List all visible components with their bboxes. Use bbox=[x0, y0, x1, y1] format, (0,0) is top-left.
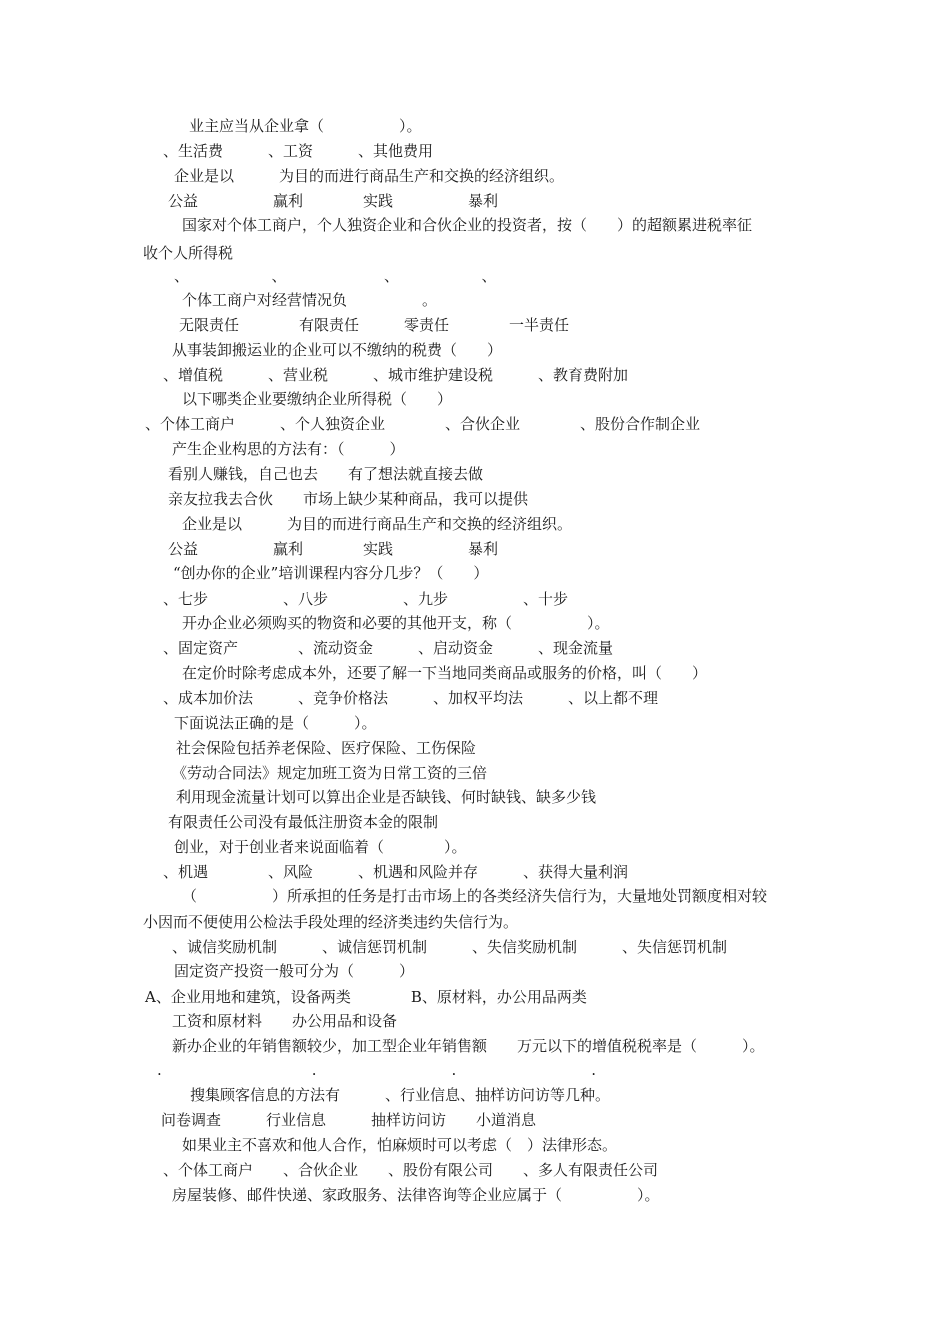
text-line: 以下哪类企业要缴纳企业所得税（ ） bbox=[182, 390, 453, 408]
text-line: 无限责任 有限责任 零责任 一半责任 bbox=[179, 316, 570, 334]
text-line: A、企业用地和建筑，设备两类 B、原材料，办公用品两类 bbox=[145, 988, 587, 1006]
text-line: 搜集顾客信息的方法有 、行业信息、抽样访问访等几种。 bbox=[190, 1086, 611, 1104]
text-line: 有限责任公司没有最低注册资本金的限制 bbox=[168, 813, 439, 831]
text-line: 企业是以 为目的而进行商品生产和交换的经济组织。 bbox=[182, 515, 573, 533]
text-line: 、七步 、八步 、九步 、十步 bbox=[163, 590, 569, 608]
text-line: 利用现金流量计划可以算出企业是否缺钱、何时缺钱、缺多少钱 bbox=[176, 788, 597, 806]
text-line: 开办企业必须购买的物资和必要的其他开支，称（ ）。 bbox=[182, 614, 610, 632]
text-line: 业主应当从企业拿（ ）。 bbox=[189, 117, 422, 135]
text-line: 问卷调查 行业信息 抽样访问访 小道消息 bbox=[161, 1111, 537, 1129]
text-line: 、诚信奖励机制 、诚信惩罚机制 、失信奖励机制 、失信惩罚机制 bbox=[172, 938, 728, 956]
text-line: 看别人赚钱，自己也去 有了想法就直接去做 bbox=[168, 465, 484, 483]
text-line: 从事装卸搬运业的企业可以不缴纳的税费（ ） bbox=[172, 341, 503, 359]
text-line: 收个人所得税 bbox=[143, 244, 234, 262]
text-line: 、个体工商户 、合伙企业 、股份有限公司 、多人有限责任公司 bbox=[163, 1161, 659, 1179]
text-line: 房屋装修、邮件快递、家政服务、法律咨询等企业应属于（ ）。 bbox=[172, 1186, 660, 1204]
text-line: 、 、 、 、 bbox=[174, 267, 497, 285]
text-line: 《劳动合同法》规定加班工资为日常工资的三倍 bbox=[172, 764, 488, 782]
text-line: （ ）所承担的任务是打击市场上的各类经济失信行为，大量地处罚额度相对较 bbox=[182, 887, 768, 905]
text-line: 公益 赢利 实践 暴利 bbox=[168, 192, 499, 210]
text-line: 个体工商户对经营情况负 。 bbox=[182, 291, 438, 309]
text-line: . . . . bbox=[157, 1061, 597, 1079]
text-line: “创办你的企业”培训课程内容分几步？（ ） bbox=[173, 564, 489, 582]
text-line: 创业，对于创业者来说面临着（ ）。 bbox=[174, 838, 467, 856]
text-line: 新办企业的年销售额较少，加工型企业年销售额 万元以下的增值税税率是（ ）。 bbox=[172, 1037, 765, 1055]
text-line: 、成本加价法 、竞争价格法 、加权平均法 、以上都不理 bbox=[163, 689, 659, 707]
text-line: 亲友拉我去合伙 市场上缺少某种商品，我可以提供 bbox=[168, 490, 529, 508]
text-line: 固定资产投资一般可分为（ ） bbox=[174, 962, 415, 980]
text-line: 公益 赢利 实践 暴利 bbox=[168, 540, 499, 558]
text-line: 、固定资产 、流动资金 、启动资金 、现金流量 bbox=[163, 639, 614, 657]
text-line: 、机遇 、风险 、机遇和风险并存 、获得大量利润 bbox=[163, 863, 629, 881]
text-line: 在定价时除考虑成本外，还要了解一下当地同类商品或服务的价格，叫（ ） bbox=[182, 664, 708, 682]
text-line: 产生企业构思的方法有：（ ） bbox=[172, 440, 405, 458]
text-line: 工资和原材料 办公用品和设备 bbox=[172, 1012, 398, 1030]
text-line: 下面说法正确的是（ ）。 bbox=[174, 714, 377, 732]
text-line: 社会保险包括养老保险、医疗保险、工伤保险 bbox=[176, 739, 477, 757]
text-line: 、生活费 、工资 、其他费用 bbox=[163, 142, 434, 160]
text-line: 企业是以 为目的而进行商品生产和交换的经济组织。 bbox=[174, 167, 565, 185]
text-line: 国家对个体工商户，个人独资企业和合伙企业的投资者，按（ ）的超额累进税率征 bbox=[182, 216, 753, 234]
text-line: 如果业主不喜欢和他人合作，怕麻烦时可以考虑（ ）法律形态。 bbox=[182, 1136, 618, 1154]
text-line: 、增值税 、营业税 、城市维护建设税 、教育费附加 bbox=[163, 366, 629, 384]
text-line: 、个体工商户 、个人独资企业 、合伙企业 、股份合作制企业 bbox=[145, 415, 701, 433]
text-line: 小因而不便使用公检法手段处理的经济类违约失信行为。 bbox=[143, 913, 519, 931]
